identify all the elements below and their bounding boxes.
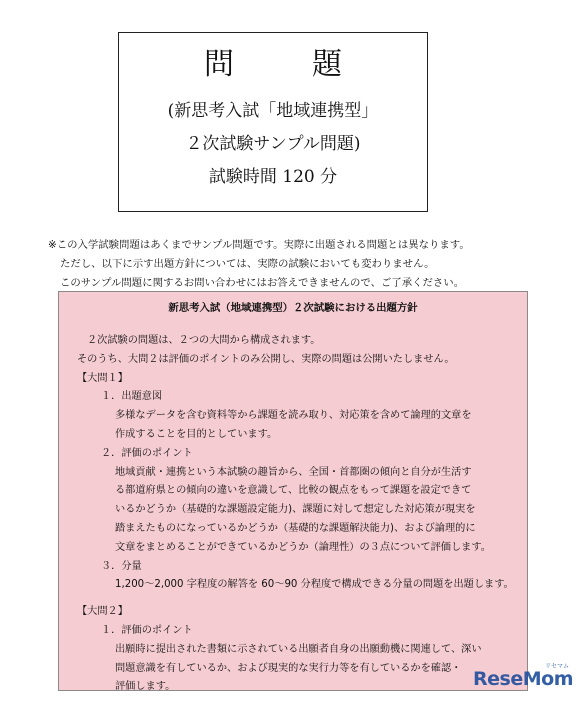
exam-subtitle-2: ２次試験サンプル問題): [185, 134, 361, 154]
item-text: 多様なデータを含む資料等から課題を読み取り、対応策を含めて論理的文章を: [115, 410, 472, 422]
question-policy-box: [58, 291, 528, 691]
item-text: 1,200～2,000 字程度の解答を 60～90 分程度で構成できる分量の問題を出題します。: [115, 579, 514, 591]
item-text: 文章をまとめることができているかどうか（論理性）の３点について評価します。: [115, 541, 491, 553]
logo-text: ReseMom: [473, 668, 573, 690]
title-box: [118, 32, 428, 212]
resemom-logo: [473, 663, 573, 690]
item-title: １．評価のポイント: [101, 624, 193, 636]
exam-title: 問 題: [204, 47, 366, 82]
item-text: る都道府県との傾向の違いを意識して、比較の観点をもって課題を設定できて: [115, 485, 472, 497]
exam-time: 試験時間 120 分: [208, 167, 338, 187]
item-text: 踏まえたものになっているかどうか（基礎的な課題解決能力)、および論理的に: [115, 522, 476, 534]
disclaimer-note: [48, 236, 578, 293]
section-heading-q2: 【大問２】: [77, 606, 128, 618]
note-line: ※この入学試験問題はあくまでサンプル問題です。実際に出題される問題とは異なります。: [48, 239, 470, 251]
item-text: 評価します。: [115, 681, 176, 693]
item-text: いるかどうか（基礎的な課題設定能力)、課題に対して想定した対応策が現実を: [115, 504, 476, 516]
logo-small-text: リセマム: [545, 663, 569, 670]
policy-intro: ２次試験の問題は、２つの大問から構成されます。: [87, 335, 321, 346]
policy-intro: そのうち、大問２は評価のポイントのみ公開し、実際の問題は公開いたしません。: [77, 353, 455, 365]
policy-title: 新思考入試（地域連携型）２次試験における出題方針: [168, 302, 418, 314]
item-title: ２．評価のポイント: [101, 447, 193, 459]
item-title: ３．分量: [101, 560, 142, 572]
note-line: このサンプル問題に関するお問い合わせにはお答えできませんので、ご了承ください。: [60, 277, 465, 289]
item-text: 出願時に提出された書類に示されている出願者自身の出願動機に関連して、深い: [115, 643, 482, 655]
note-line: ただし、以下に示す出題方針については、実際の試験においても変わりません。: [60, 258, 435, 270]
section-heading-q1: 【大問１】: [77, 372, 128, 384]
item-title: １．出題意図: [101, 391, 163, 403]
item-text: 地域貢献・連携という本試験の趣旨から、全国・首都圏の傾向と自分が生活す: [115, 466, 472, 478]
item-text: 作成することを目的としています。: [115, 428, 278, 440]
item-text: 問題意識を有しているか、および現実的な実行力等を有しているかを確認・: [115, 662, 462, 674]
exam-subtitle-1: (新思考入試「地域連携型」: [167, 101, 379, 121]
